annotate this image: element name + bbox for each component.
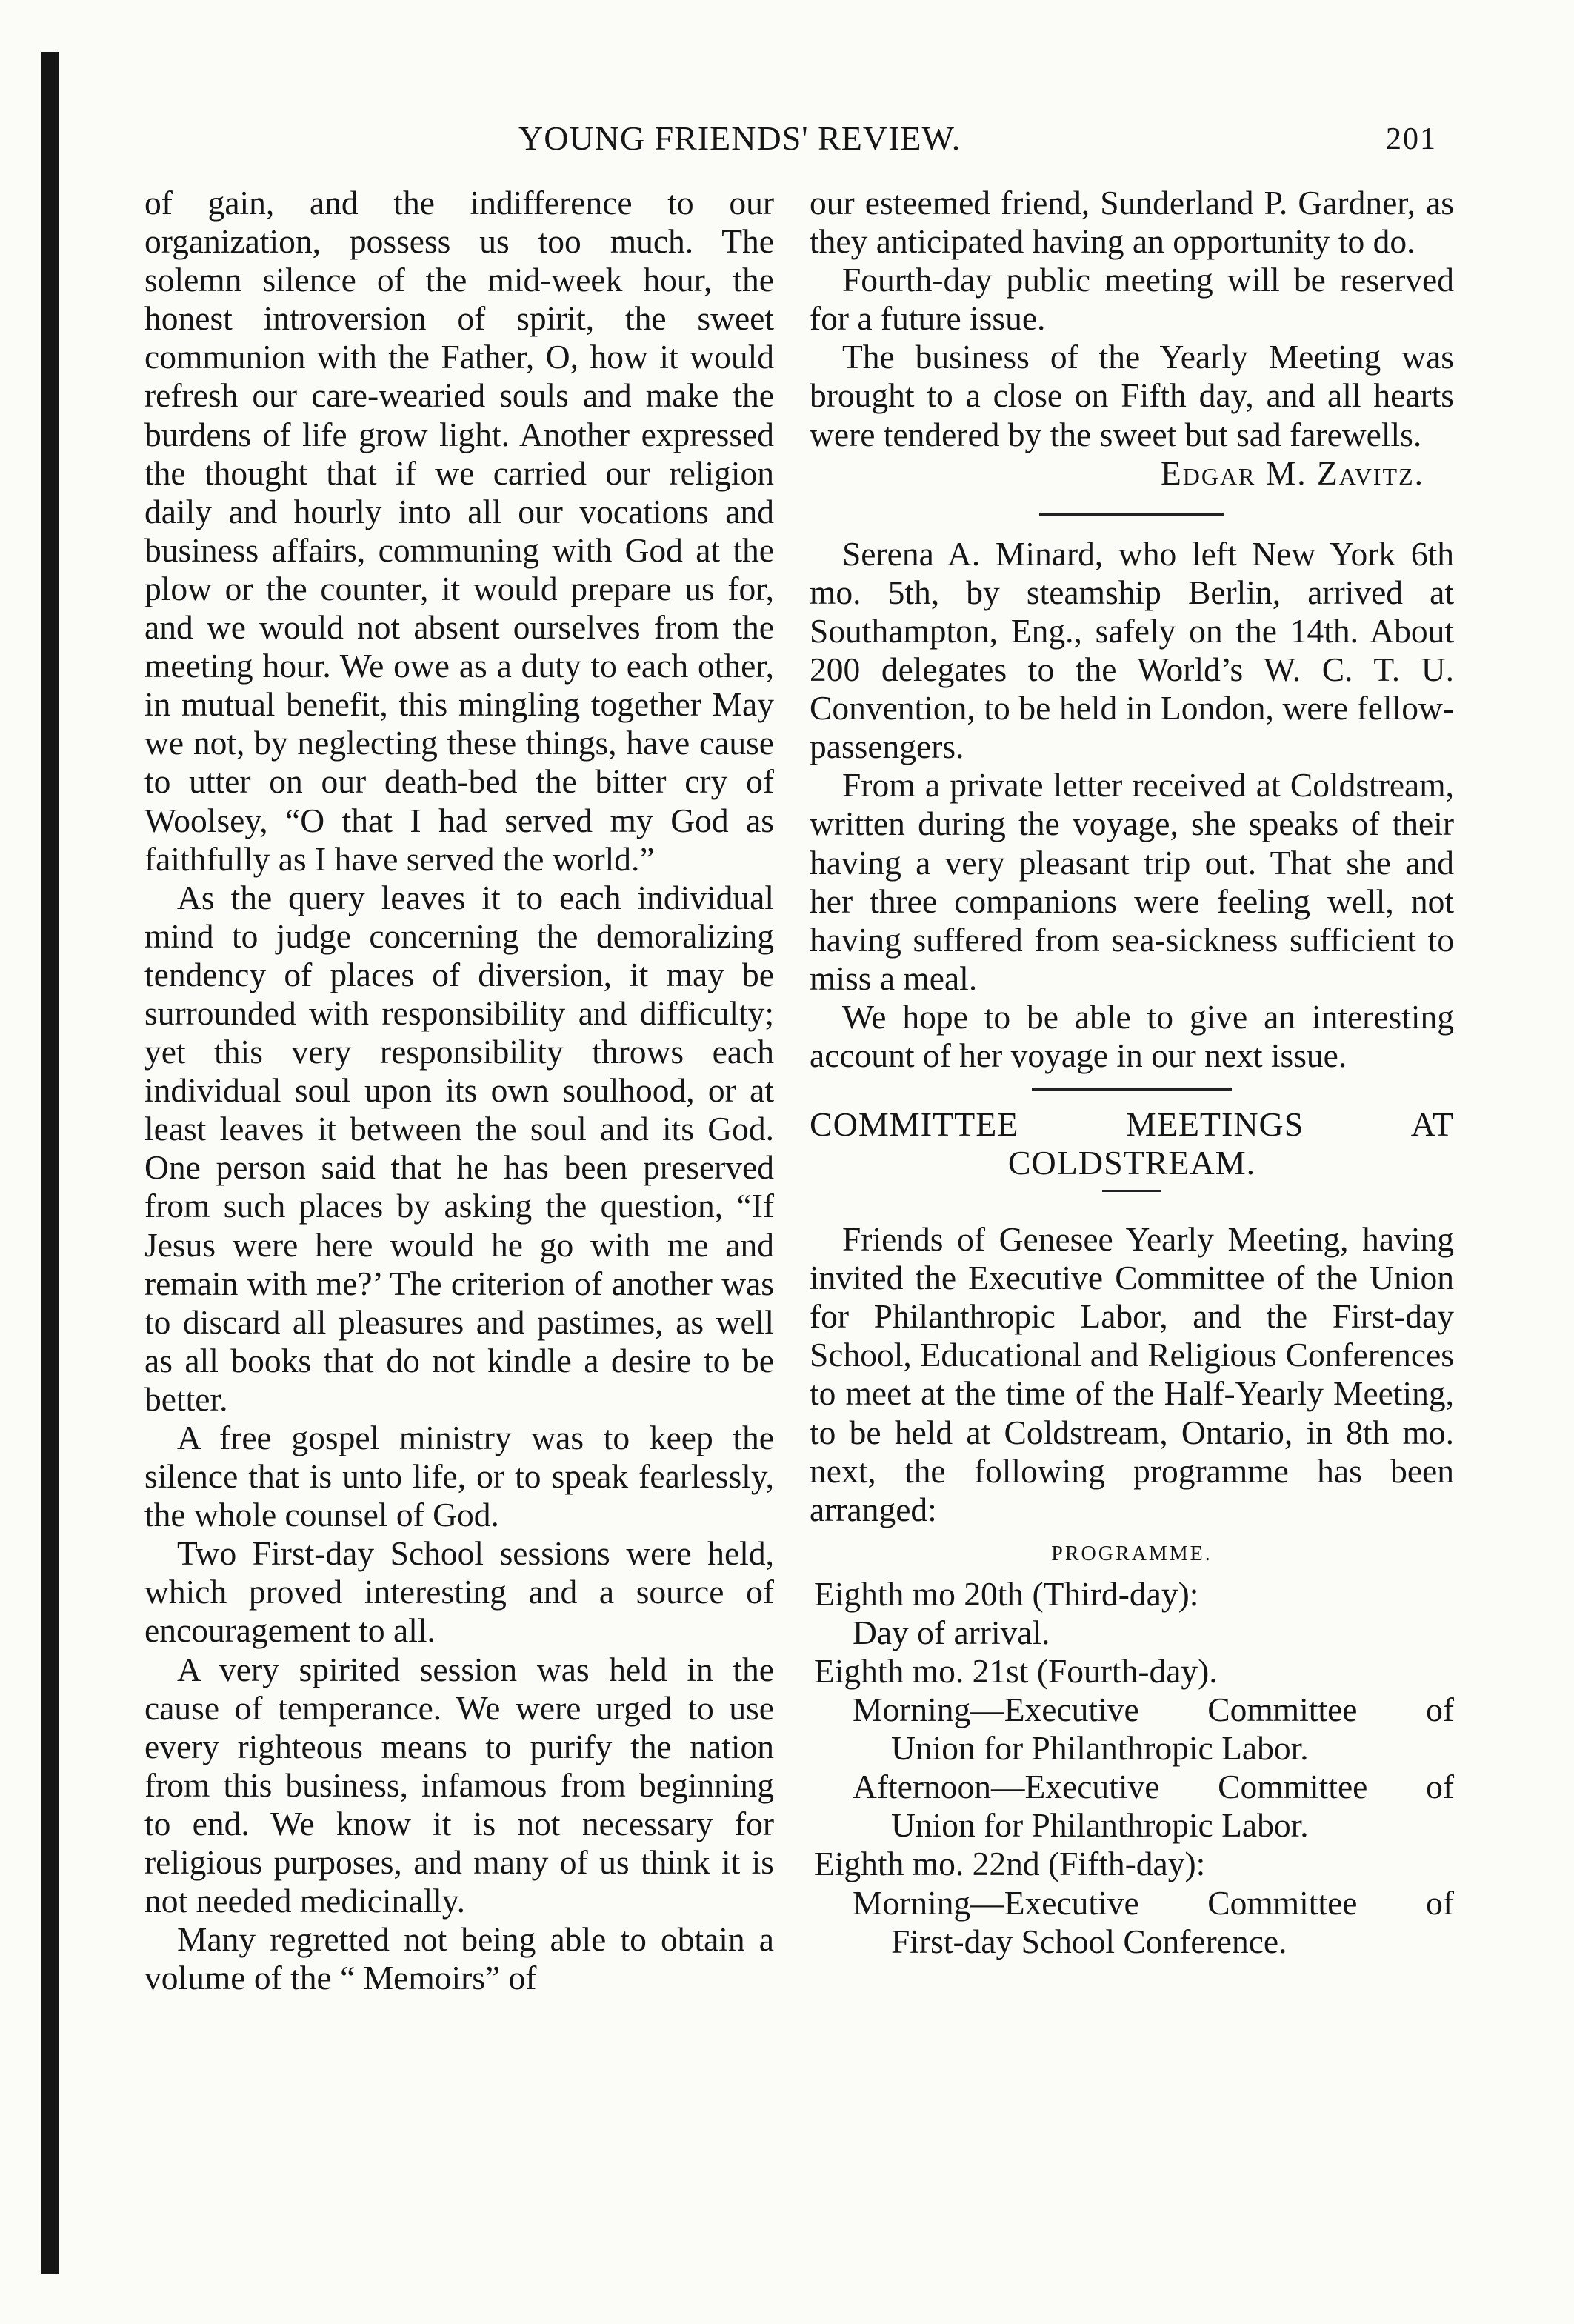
paragraph: From a private letter received at Coldstream, written during the voyage, she speaks of their having a very pleasant trip out. That she and her three companions were feeling well, not having suffered from sea-sickness sufficient to miss a meal. <box>810 766 1454 997</box>
programme-item: Afternoon—Executive Committee of <box>853 1768 1454 1806</box>
heading-word: MEETINGS <box>1125 1105 1304 1144</box>
programme-day: Eighth mo. 22nd (Fifth-day): <box>814 1845 1206 1883</box>
section-heading <box>810 1105 1454 1182</box>
paragraph: our esteemed friend, Sunderland P. Gardner, as they anticipated having an opportunity to do. <box>810 184 1454 261</box>
paragraph: We hope to be able to give an interesting account of her voyage in our next issue. <box>810 997 1454 1074</box>
programme-list <box>810 1575 1454 1961</box>
paragraph: The business of the Yearly Meeting was brought to a close on Fifth day, and all hearts were tendered by the sweet but sad farewells. <box>810 338 1454 453</box>
paragraph: A very spirited session was held in the cause of temperance. We were urged to use every righteous means to purify the nation from this business, infamous from beginning to end. We know it is not necessary for religious purposes, and many of us think it is not needed medicinally. <box>144 1650 774 1920</box>
section-divider <box>1039 513 1224 516</box>
programme-item: Morning—Executive Committee of <box>853 1691 1454 1729</box>
heading-line: COLDSTREAM. <box>1007 1144 1256 1182</box>
paragraph: of gain, and the indifference to our organization, possess us too much. The solemn silence of the mid-week hour, the honest introversion of spirit, the sweet communion with the Father, O, how it would refresh our care-wearied souls and make the burdens of life grow light. Another expressed the thought that if we carried our religion daily and hourly into all our vocations and business affairs, communing with God at the plow or the counter, it would prepare us for, and we would not absent ourselves from the meeting hour. We owe as a duty to each other, in mutual benefit, this mingling together May we not, by neglecting these things, have cause to utter on our death-bed the bitter cry of Woolsey, “O that I had served my God as faithfully as I have served the world.” <box>144 184 774 878</box>
programme-item-continued: Union for Philanthropic Labor. <box>891 1729 1309 1768</box>
programme-item-continued: Union for Philanthropic Labor. <box>891 1806 1309 1845</box>
binding-edge <box>41 52 59 2274</box>
left-column <box>144 184 774 1997</box>
author-signature: Edgar M. Zavitz. <box>1160 453 1424 492</box>
page-header <box>141 119 1459 170</box>
heading-word: AT <box>1410 1105 1454 1144</box>
page-number: 201 <box>1386 122 1437 156</box>
right-column <box>810 184 1454 1961</box>
heading-word: COMMITTEE <box>810 1105 1019 1144</box>
programme-day: Eighth mo 20th (Third-day): <box>814 1574 1199 1613</box>
programme-title: PROGRAMME. <box>1051 1542 1213 1565</box>
programme-item: Morning—Executive Committee of <box>853 1883 1454 1922</box>
programme-item-continued: First-day School Conference. <box>891 1922 1287 1960</box>
paragraph: Many regretted not being able to obtain a volume of the “ Memoirs” of <box>144 1920 774 1997</box>
programme-item: Day of arrival. <box>853 1613 1050 1651</box>
section-divider <box>1032 1088 1232 1091</box>
paragraph: Two First-day School sessions were held, which proved interesting and a source of encouragement to all. <box>144 1534 774 1650</box>
running-title: YOUNG FRIENDS' REVIEW. <box>518 119 961 157</box>
paragraph: As the query leaves it to each individual mind to judge concerning the demoralizing tendency of places of diversion, it may be surrounded with responsibility and difficulty; yet this very responsibility throws each individual soul upon its own soulhood, or at least leaves it between the soul and its God. One person said that he has been preserved from such places by asking the question, “If Jesus were here would he go with me and remain with me?’ The criterion of another was to discard all pleasures and pastimes, as well as all books that do not kindle a desire to be better. <box>144 878 774 1418</box>
heading-divider <box>1102 1190 1161 1192</box>
paragraph: Serena A. Minard, who left New York 6th mo. 5th, by steamship Berlin, arrived at Southampton, Eng., safely on the 14th. About 200 delegates to the World’s W. C. T. U. Convention, to be held in London, were fellow-passengers. <box>810 534 1454 766</box>
programme-day: Eighth mo. 21st (Fourth-day). <box>814 1652 1218 1690</box>
paragraph: Fourth-day public meeting will be reserved for a future issue. <box>810 261 1454 338</box>
paragraph: A free gospel ministry was to keep the silence that is unto life, or to speak fearlessly, the whole counsel of God. <box>144 1419 774 1534</box>
paragraph: Friends of Genesee Yearly Meeting, having invited the Executive Committee of the Union for Philanthropic Labor, and the First-day School, Educational and Religious Conferences to meet at the time of the Half-Yearly Meeting, to be held at Coldstream, Ontario, in 8th mo. next, the following programme has been arranged: <box>810 1220 1454 1528</box>
